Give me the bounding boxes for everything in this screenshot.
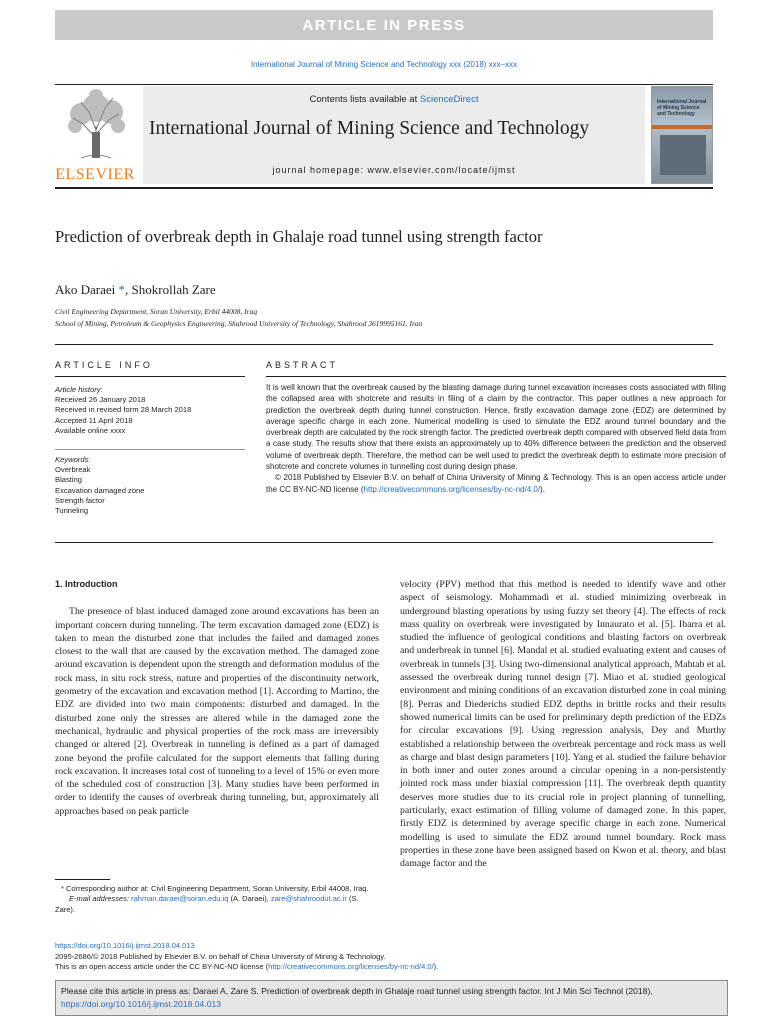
keywords-rule [55,449,245,450]
abstract-bottom-rule [55,542,713,543]
sciencedirect-link[interactable]: ScienceDirect [419,94,479,105]
footnote-rule [55,879,110,880]
journal-reference-link[interactable]: International Journal of Mining Science and Technology xxx (2018) xxx–xxx [250,60,518,69]
history-item: Accepted 11 April 2018 [55,415,133,425]
issn-line: 2095-2686/© 2018 Published by Elsevier B.V. on behalf of China University of Mining & Technology. [55,951,386,961]
abstract-copyright [266,472,726,495]
citation-doi-link[interactable]: https://doi.org/10.1016/j.ijmst.2018.04.013 [61,999,222,1009]
intro-paragraph: The presence of blast induced damaged zone around excavations has been an important concern during tunneling. The term excavation damaged zone (EDZ) is taken to mean the disturbed zone that includes the failed and damaged zones closest to the wall that are caused by the excavation method. The damaged zone around excavation is dependent upon the strength and deformation modulus of the rock mass, in situ rock stress, nature and properties of the discontinuity network, geometry of the excavation and excavation method [1]. According to Martino, the EDZ are divided into two main components: disturbed and damaged. In the disturbed zone only the stresses are altered while in the damaged zone the mechanical, hydraulic and physical properties of the rock mass are irreversibly changed or altered [2]. Overbreak in tunneling is defined as a part of damaged zone beyond the profile calculated for the support elements that falling during rock excavation. It increases total cost of tunneling to a level of 15% or even more of the scheduled cost of construction [3]. Many studies have been performed in order to identify the causes of overbreak during tunneling, but, approximately all approaches based on peak particle [55,606,379,817]
body-column-left [55,578,379,818]
contents-prefix: Contents lists available at [309,94,418,105]
abstract-heading: ABSTRACT [266,360,339,370]
email-link[interactable]: zare@shahroodut.ac.ir [270,894,347,904]
keyword: Tunneling [55,506,89,516]
history-item: Received 26 January 2018 [55,395,146,405]
license-link[interactable]: http://creativecommons.org/licenses/by-nc-nd/4.0/ [363,484,541,494]
license-line [55,962,715,973]
author-name[interactable]: Ako Daraei [55,282,116,297]
affiliation: School of Mining, Petroleum & Geophysics Engineering, Shahrood University of Technology, Shahrood 3619995161, Iran [55,319,423,328]
corresponding-author-mark[interactable]: * [118,282,126,297]
masthead-top-rule [55,84,713,85]
email-owner: (S. Zare). [55,894,359,914]
author-list: Ako Daraei *, Shokrollah Zare [55,282,216,297]
keyword: Blasting [55,475,83,485]
article-meta [55,941,715,973]
history-item: Received in revised form 28 March 2018 [55,405,192,415]
history-item: Available online xxxx [55,425,126,435]
section-heading: 1. Introduction [55,579,118,589]
license-end: ). [433,962,439,971]
license-link[interactable]: http://creativecommons.org/licenses/by-nc-nd/4.0/ [268,962,434,971]
license-prefix: This is an open access article under the CC BY-NC-ND license ( [55,962,269,971]
abstract-body [266,382,726,495]
keywords [55,455,245,516]
journal-header-box [143,86,645,184]
citation-text: Please cite this article in press as: Daraei A, Zare S. Prediction of overbreak depth in Ghalaje road tunnel using strength factor. Int J Min Sci Technol (2018), [61,986,653,996]
journal-homepage-link[interactable]: journal homepage: www.elsevier.com/locate/ijmst [272,165,516,175]
cover-image [660,135,706,175]
article-title: Prediction of overbreak depth in Ghalaje road tunnel using strength factor [55,227,543,246]
body-column-right [400,578,726,871]
journal-title: International Journal of Mining Science and Technology [149,118,590,139]
email-label: E-mail addresses: [69,894,130,904]
citation-box [55,980,728,1016]
keywords-label: Keywords: [55,455,91,464]
masthead-bottom-rule [55,187,713,189]
corresponding-note: * Corresponding author at: Civil Engineering Department, Soran University, Erbil 44008, Iraq. [61,884,369,893]
intro-paragraph-continued: velocity (PPV) method that this method is needed to identify wave and other aspect of seismology. Mohammadi et al. studied minimizing overbreak in underground blasting operations by using fuzzy set theory [4]. The effects of rock mass quality on overbreak were investigated by Innaurato et al. [5]. Ibarra et al. studied the influence of geological conditions and blasting factors on overbreak and underbreak in tunnel [6]. Mandal et al. studied evaluating extent and causes of overbreak in tunnels [3]. Using two-dimensional analytical approach, Mahtab et al. assessed the overbreak during tunnel design [7]. Miao et al. studied geological environment and mining conditions of an excavation disturbed zone in coal mining [8]. Perras and Diederichs studied EDZ depths in brittle rocks and their results showed numerical limits can be used for preliminary depth prediction of the EDZs for circular excavations [9]. Using regression analysis, Dey and Murthy established a relationship between the overbreak percentage and rock mass as well as charge and blast design parameters [10]. Yang et al. studied the failure behavior in both inner and outer zones around a circular opening in a non-persistently jointed rock mass under biaxial compression [11]. The overbreak depth quantity deserves more studies due to its crucial role in project planning of tunnelling, particularly, exact estimation of filling volume of damaged zone. In this paper, firstly EDZ is determined by average specific charge in each zone. Numerical modelling is used to simulate the EDZ around tunnel boundary. Rock mass properties in these zone have been assigned based on Kwon et al. theory, and blast damage factor and the [400,579,726,870]
contents-line [143,94,645,105]
author-name[interactable]: Shokrollah Zare [131,282,216,297]
email-line [55,894,379,915]
doi-link[interactable]: https://doi.org/10.1016/j.ijmst.2018.04.013 [55,941,195,950]
elsevier-logo[interactable] [55,86,135,184]
article-in-press-banner [55,10,713,40]
article-info-heading: ARTICLE INFO [55,360,153,370]
cover-title: International Journal of Mining Science and Technology [657,99,707,117]
affiliation: Civil Engineering Department, Soran University, Erbil 44008, Iraq [55,307,258,316]
article-history [55,385,245,436]
keyword: Overbreak [55,465,91,475]
footnote [55,884,379,915]
abstract-paragraph: It is well known that the overbreak caused by the blasting damage during tunnel excavation increases costs associated with filling the collapsed area with shotcrete and results in filing of a claim by the contractor. This paper outlines a new approach for prediction the overbreak depth during tunnel construction. Hence, firstly excavation damage zone (EDZ) are determined by average specific charge in each zone. Numerical modelling is used to simulate the EDZ around tunnel boundary and the overbreak depth are calculated by the rock strength factor. The predicted overbreak depth compared with observed field data from a case study. The results show that there exists an approximately up to 40% difference between the prediction and the observed volume of overbreak depth. Therefore, the method can be well used to predict the overbreak depth to estimate more precision of shotcrete and concrete volumes in tunnelling cost during design phase. [266,383,726,472]
abstract-rule [266,376,726,377]
masthead [55,86,713,184]
copyright-end: ). [540,484,545,494]
copyright-text: © 2018 Published by Elsevier B.V. on behalf of China University of Mining & Technology. This is an open access article under the CC BY-NC-ND license ( [266,473,726,494]
keyword: Excavation damaged zone [55,485,145,495]
keyword: Strength factor [55,495,105,505]
elsevier-wordmark: ELSEVIER [55,166,135,183]
history-label: Article history: [55,385,103,394]
elsevier-tree-icon [61,88,131,162]
cover-stripe [652,125,712,129]
email-link[interactable]: rahman.daraei@soran.edu.iq [131,894,229,904]
info-top-rule [55,344,713,345]
article-info-rule [55,376,245,377]
banner-label: ARTICLE IN PRESS [302,16,466,34]
email-owner: (A. Daraei), [230,894,269,904]
journal-cover-thumbnail[interactable] [651,86,713,184]
